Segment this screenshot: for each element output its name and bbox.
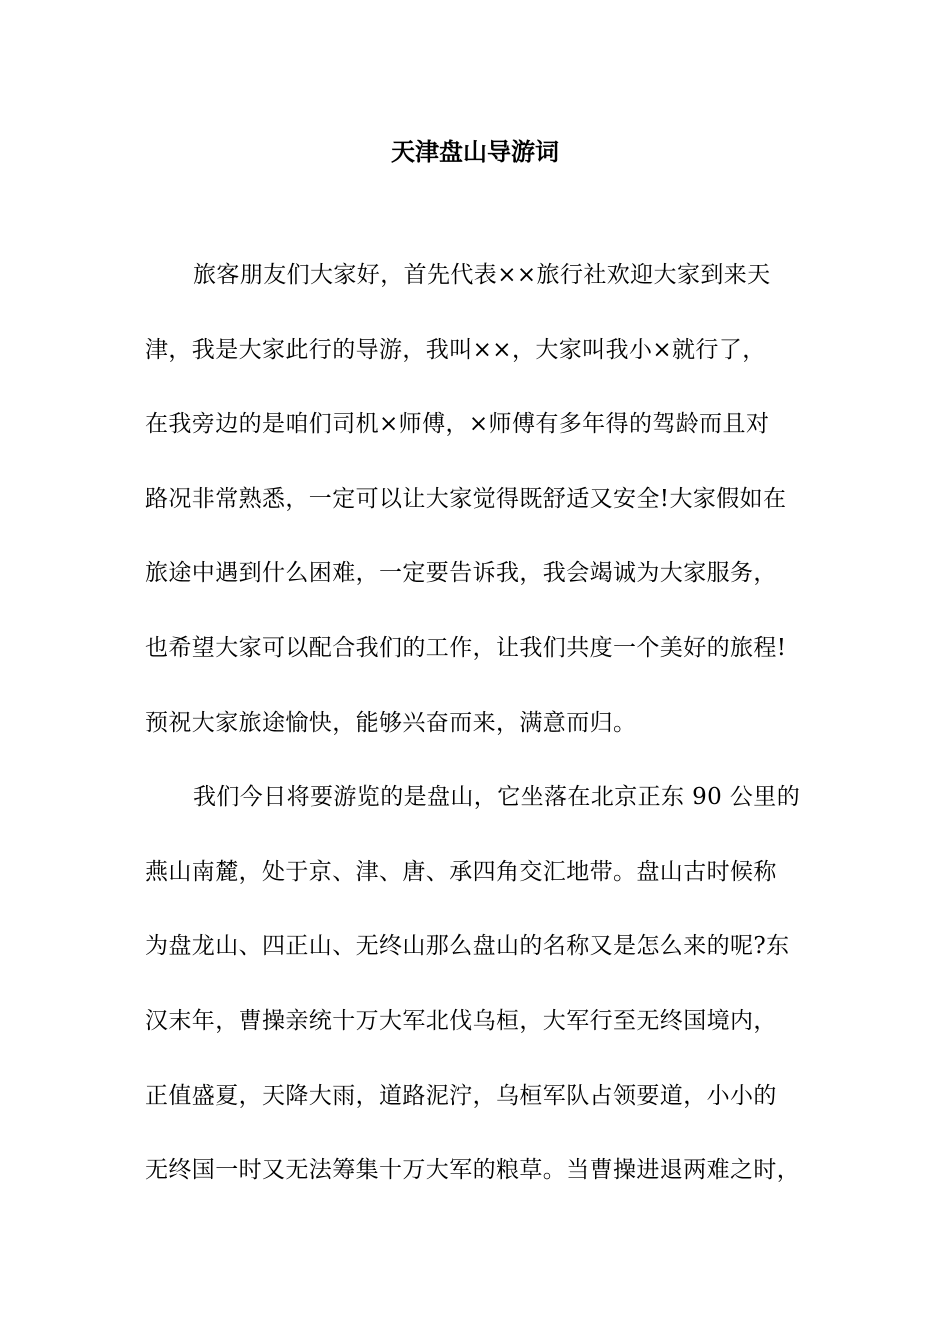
- text-line: 汉末年，曹操亲统十万大军北伐乌桓，大军行至无终国境内，: [145, 1007, 777, 1034]
- document-body: [145, 257, 825, 1227]
- document-title: 天津盘山导游词: [391, 138, 559, 166]
- text-line: 正值盛夏，天降大雨，道路泥泞，乌桓军队占领要道，小小的: [145, 1082, 777, 1109]
- text-line: 也希望大家可以配合我们的工作，让我们共度一个美好的旅程!: [145, 634, 787, 661]
- text-line: 旅途中遇到什么困难，一定要告诉我，我会竭诚为大家服务，: [145, 560, 777, 587]
- text-line: 预祝大家旅途愉快，能够兴奋而来，满意而归。: [145, 709, 637, 736]
- text-line: 旅客朋友们大家好，首先代表××旅行社欢迎大家到来天: [193, 262, 771, 288]
- text-line: 我们今日将要游览的是盘山，它坐落在北京正东 90 公里的: [193, 784, 801, 811]
- text-line: 无终国一时又无法筹集十万大军的粮草。当曹操进退两难之时，: [145, 1157, 801, 1184]
- text-line: 燕山南麓，处于京、津、唐、承四角交汇地带。盘山古时候称: [145, 858, 777, 885]
- text-line: 津，我是大家此行的导游，我叫××，大家叫我小×就行了，: [145, 336, 766, 363]
- text-line: 为盘龙山、四正山、无终山那么盘山的名称又是怎么来的呢?东: [145, 933, 790, 960]
- text-line: 在我旁边的是咱们司机×师傅，×师傅有多年得的驾龄而且对: [145, 411, 770, 438]
- text-line: 路况非常熟悉，一定可以让大家觉得既舒适又安全!大家假如在: [145, 485, 787, 512]
